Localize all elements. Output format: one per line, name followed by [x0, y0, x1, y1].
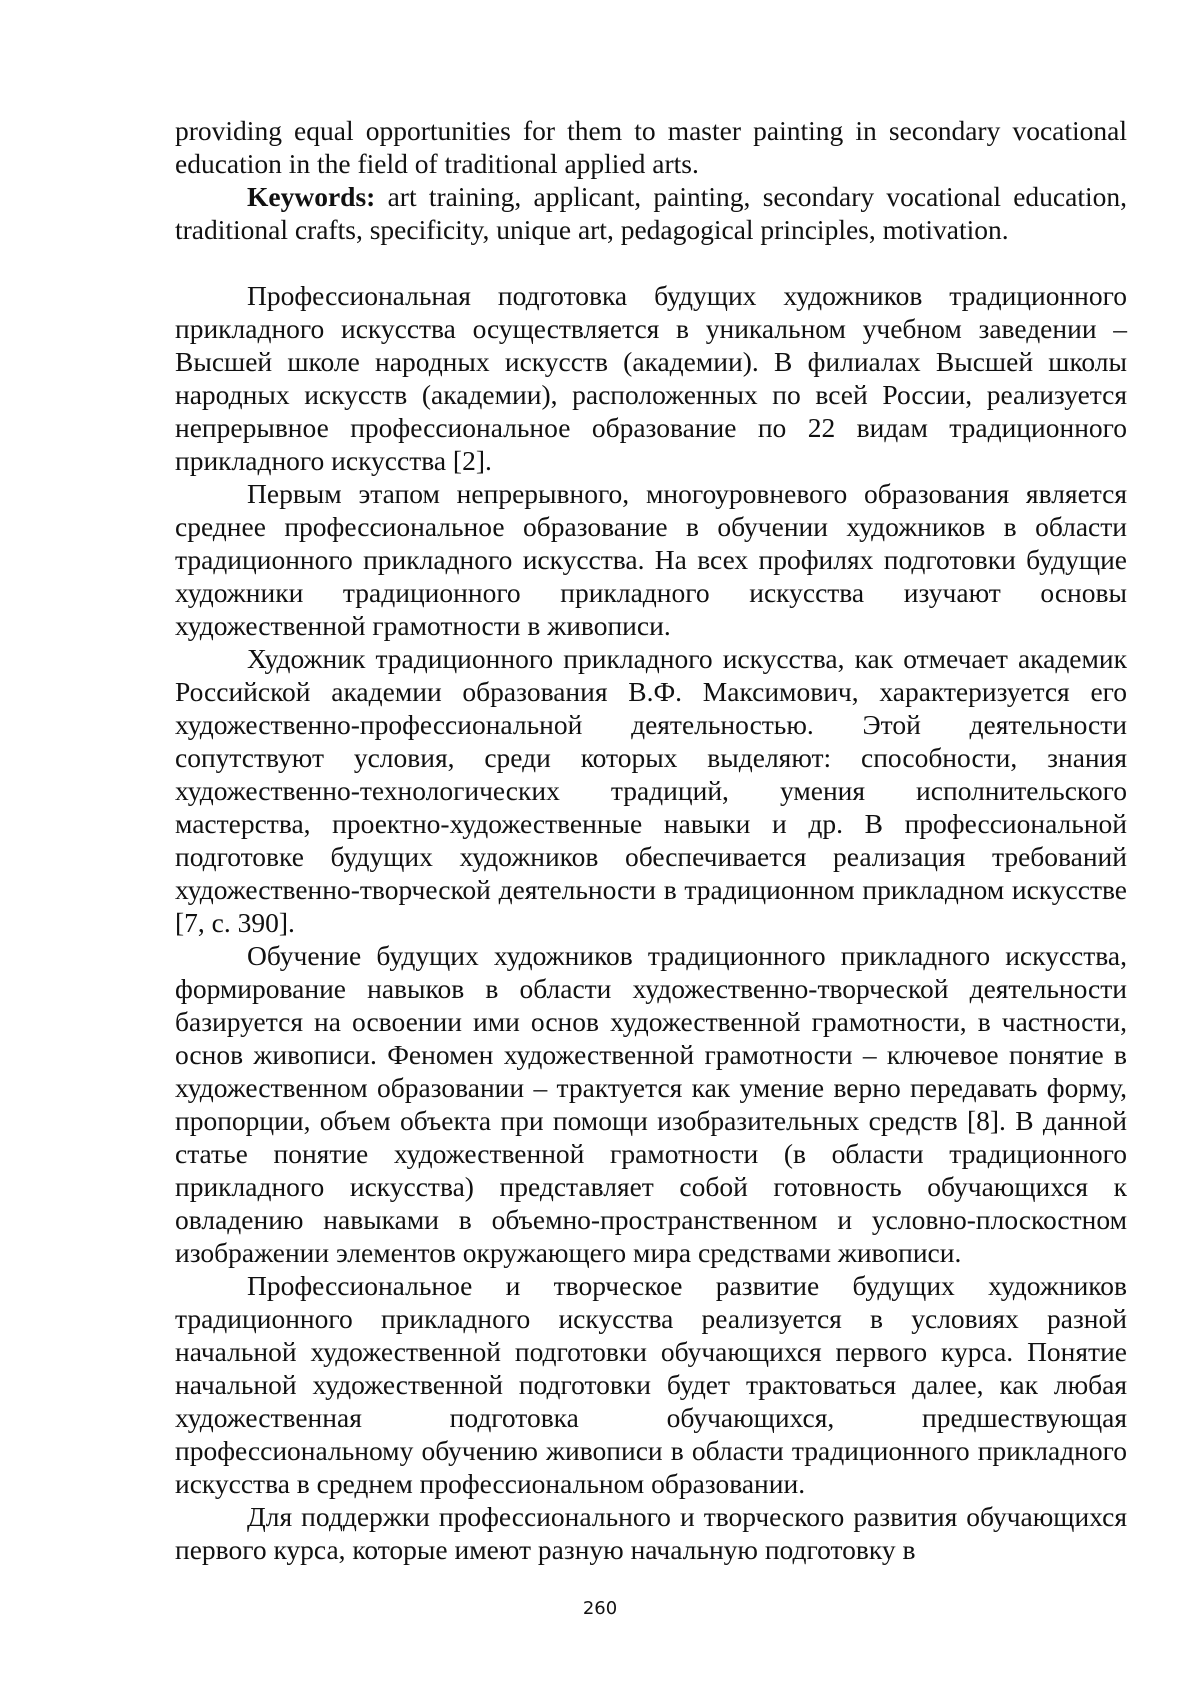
- keywords-text: art training, applicant, painting, secondary vocational education, traditional crafts, specificity, unique art, pedagogical principles, motivation.: [175, 181, 1127, 245]
- body-paragraph: Художник традиционного прикладного искусства, как отмечает академик Российской академии образования В.Ф. Максимович, характеризуется его художественно-профессиональной деятельностью. Этой деятельности сопутствуют условия, среди которых выделяют: способности, знания художественно-технологических традиций, умения исполнительского мастерства, проектно-художественные навыки и др. В профессиональной подготовке будущих художников обеспечивается реализация требований художественно-творческой деятельности в традиционном прикладном искусстве [7, с. 390].: [175, 643, 1127, 938]
- keywords-label: Keywords:: [247, 181, 376, 212]
- body-paragraph: Профессиональное и творческое развитие будущих художников традиционного прикладного искусства реализуется в условиях разной начальной художественной подготовки обучающихся первого курса. Понятие начальной художественной подготовки будет трактоваться далее, как любая художественная подготовка обучающихся, предшествующая профессиональному обучению живописи в области традиционного прикладного искусства в среднем профессиональном образовании.: [175, 1270, 1127, 1499]
- body-paragraph: Обучение будущих художников традиционного прикладного искусства, формирование навыков в области художественно-творческой деятельности базируется на освоении ими основ художественной грамотности, в частности, основ живописи. Феномен художественной грамотности – ключевое понятие в художественном образовании – трактуется как умение верно передавать форму, пропорции, объем объекта при помощи изобразительных средств [8]. В данной статье понятие художественной грамотности (в области традиционного прикладного искусства) представляет собой готовность обучающихся к овладению навыками в объемно-пространственном и условно-плоскостном изображении элементов окружающего мира средствами живописи.: [175, 940, 1127, 1268]
- body-paragraph: Для поддержки профессионального и творческого развития обучающихся первого курса, которые имеют разную начальную подготовку в: [175, 1501, 1127, 1565]
- body-paragraph: Первым этапом непрерывного, многоуровневого образования является среднее профессиональное образование в обучении художников в области традиционного прикладного искусства. На всех профилях подготовки будущие художники традиционного прикладного искусства изучают основы художественной грамотности в живописи.: [175, 478, 1127, 641]
- keywords-paragraph: [175, 180, 1127, 246]
- page-number: 260: [582, 1598, 618, 1619]
- abstract-end-paragraph: providing equal opportunities for them to master painting in secondary vocational education in the field of traditional applied arts.: [175, 115, 1127, 179]
- page-body: [175, 114, 1127, 1566]
- body-paragraph: Профессиональная подготовка будущих художников традиционного прикладного искусства осуществляется в уникальном учебном заведении – Высшей школе народных искусств (академии). В филиалах Высшей школы народных искусств (академии), расположенных по всей России, реализуется непрерывное профессиональное образование по 22 видам традиционного прикладного искусства [2].: [175, 280, 1127, 476]
